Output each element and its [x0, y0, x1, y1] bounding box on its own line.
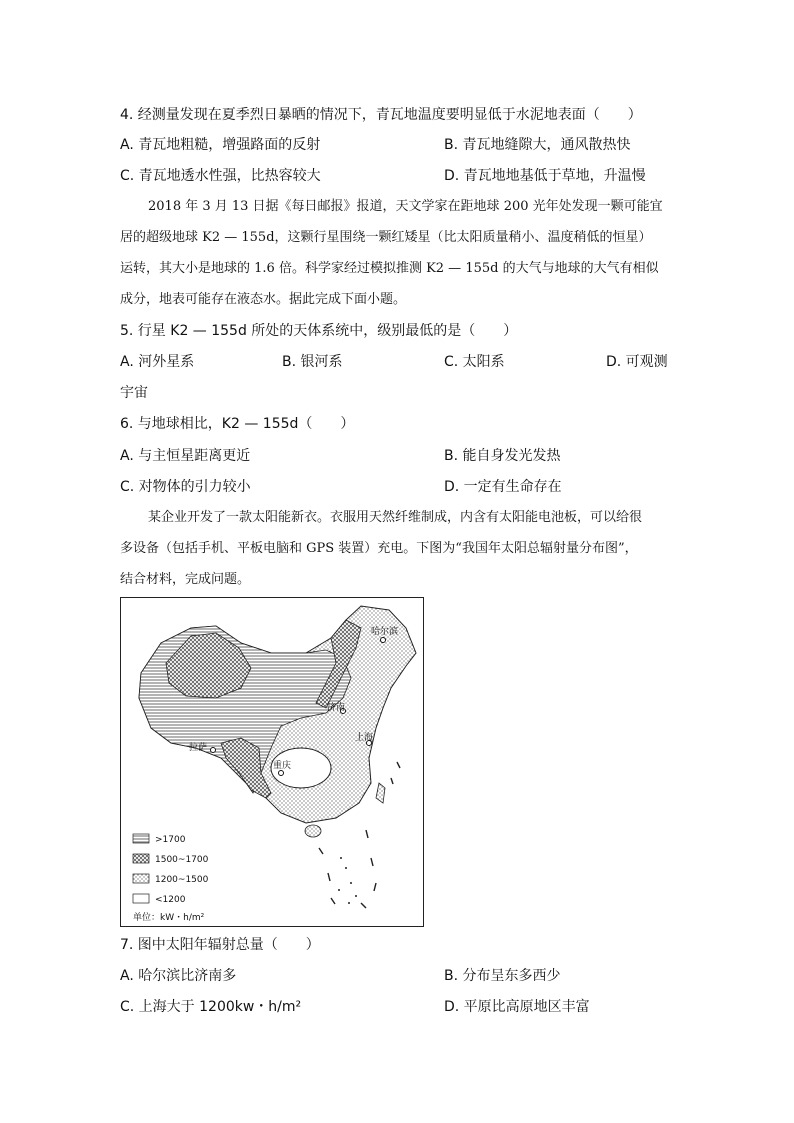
q4-option-d: D. 青瓦地地基低于草地，升温慢 [444, 168, 646, 184]
passage1-line3: 运转，其大小是地球的 1.6 倍。科学家经过模拟推测 K2 — 155d 的大气与地球的大气有相似 [120, 261, 659, 276]
legend-label-1500-1700: 1500~1700 [155, 855, 209, 865]
legend-swatch-over-1700 [133, 834, 149, 843]
china-map-svg [121, 598, 423, 926]
q7-option-b: B. 分布呈东多西少 [444, 968, 561, 984]
city-jinan [327, 701, 346, 714]
solar-radiation-map [120, 597, 424, 927]
legend-label-over-1700: >1700 [155, 835, 186, 845]
q4-option-c: C. 青瓦地透水性强，比热容较大 [120, 168, 321, 184]
q4-option-b: B. 青瓦地缝隙大，通风散热快 [444, 137, 631, 153]
passage2-line1: 某企业开发了一款太阳能新衣。衣服用天然纤维制成，内含有太阳能电池板，可以给很 [148, 510, 643, 525]
q5-option-b: B. 银河系 [282, 354, 343, 370]
q7-stem: 7. 图中太阳年辐射总量（ ） [120, 937, 320, 953]
q5-option-d-continued: 宇宙 [120, 385, 148, 401]
taiwan-island [376, 783, 385, 803]
legend-label-1200-1500: 1200~1500 [155, 875, 209, 885]
q5-option-c: C. 太阳系 [444, 354, 505, 370]
q6-stem: 6. 与地球相比，K2 — 155d（ ） [120, 416, 355, 432]
legend-swatch-under-1200 [133, 894, 149, 903]
legend-swatch-1200-1500 [133, 874, 149, 883]
city-label-lhasa: 拉萨 [189, 743, 208, 753]
south-sea-islets [338, 857, 357, 904]
city-label-harbin: 哈尔滨 [371, 627, 399, 637]
map-unit-label: 单位：kW・h/m² [133, 913, 205, 923]
q6-option-c: C. 对物体的引力较小 [120, 479, 251, 495]
passage1-line1: 2018 年 3 月 13 日据《每日邮报》报道，天文学家在距地球 200 光年处发现一颗可能宜 [148, 199, 663, 214]
passage2-line2: 多设备（包括手机、平板电脑和 GPS 装置）充电。下图为“我国年太阳总辐射量分布图”， [120, 541, 638, 556]
passage1-line2: 居的超级地球 K2 — 155d，这颗行星围绕一颗红矮星（比太阳质量稍小、温度稍低的恒星） [120, 230, 652, 245]
passage2-line3: 结合材料，完成问题。 [120, 572, 251, 587]
city-label-jinan: 济南 [327, 703, 346, 713]
q6-option-d: D. 一定有生命存在 [444, 479, 562, 495]
q5-stem: 5. 行星 K2 — 155d 所处的天体系统中，级别最低的是（ ） [120, 323, 518, 339]
hainan-island [305, 825, 321, 837]
q4-option-a: A. 青瓦地粗糙，增强路面的反射 [120, 137, 321, 153]
legend-label-under-1200: <1200 [155, 895, 186, 905]
city-label-chongqing: 重庆 [273, 761, 292, 771]
passage1-line4: 成分，地表可能存在液态水。据此完成下面小题。 [120, 292, 407, 307]
q7-option-d: D. 平原比高原地区丰富 [444, 999, 590, 1015]
q5-option-d: D. 可观测 [606, 354, 668, 370]
legend-swatch-1500-1700 [133, 854, 149, 863]
q4-stem: 4. 经测量发现在夏季烈日暴晒的情况下，青瓦地温度要明显低于水泥地表面（ ） [120, 107, 642, 123]
map-legend [133, 834, 209, 923]
city-label-shanghai: 上海 [355, 733, 374, 743]
q6-option-a: A. 与主恒星距离更近 [120, 448, 251, 464]
q5-option-a: A. 河外星系 [120, 354, 195, 370]
q7-option-a: A. 哈尔滨比济南多 [120, 968, 237, 984]
q7-option-c: C. 上海大于 1200kw・h/m² [120, 999, 302, 1015]
q6-option-b: B. 能自身发光发热 [444, 448, 561, 464]
